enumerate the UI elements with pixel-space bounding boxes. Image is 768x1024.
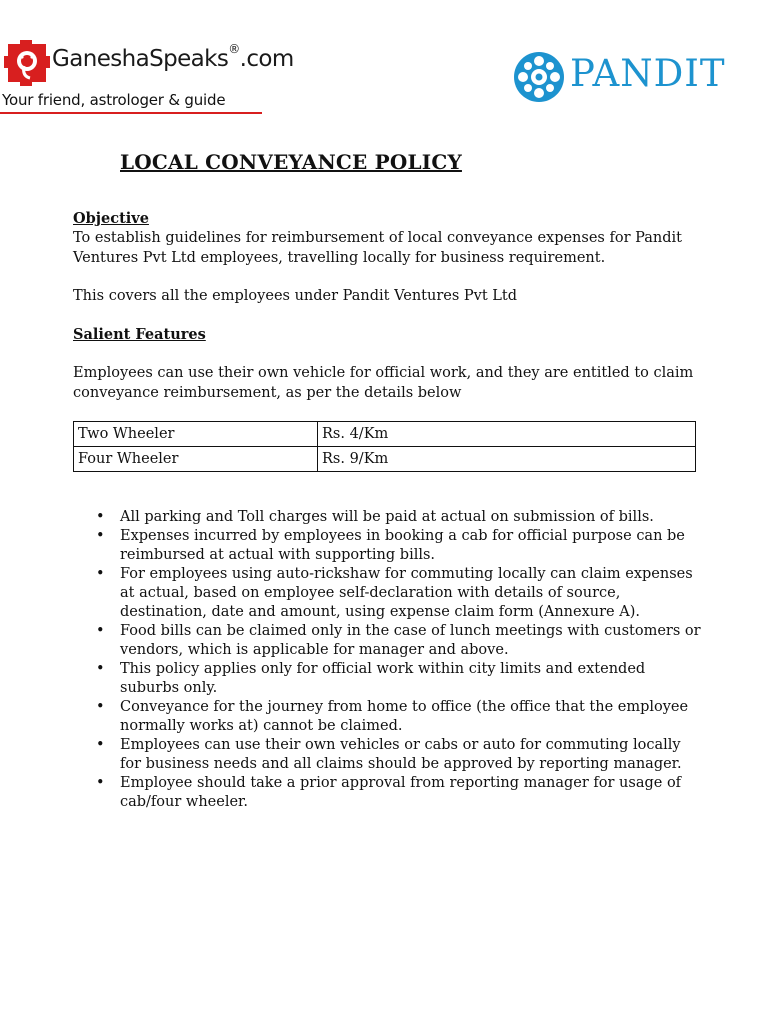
bullet-icon: • [96, 623, 105, 639]
features-heading: Salient Features [73, 326, 206, 343]
conveyance-rates-table [73, 421, 696, 472]
bullet-icon: • [96, 566, 105, 582]
bullet-icon: • [96, 775, 105, 791]
page-title: LOCAL CONVEYANCE POLICY [120, 150, 462, 174]
objective-heading: Objective [73, 210, 149, 227]
list-item: • Food bills can be claimed only in the case of lunch meetings with customers or vendors, which is applicable for manager and above. [96, 623, 701, 658]
list-item: • For employees using auto-rickshaw for commuting locally can claim expenses at actual, based on employee self-declaration with details of source, destination, date and amount, using expense claim form (Annexure A). [96, 566, 693, 620]
ganesha-mascot-icon [2, 38, 54, 90]
pandit-wordmark: PANDIT [570, 52, 726, 95]
bullet-icon: • [96, 661, 105, 677]
list-item: • Expenses incurred by employees in booking a cab for official purpose can be reimbursed at actual with supporting bills. [96, 528, 685, 563]
bullet-icon: • [96, 528, 105, 544]
pandit-emblem-icon [512, 50, 566, 104]
features-intro: Employees can use their own vehicle for official work, and they are entitled to claim conveyance reimbursement, as per the details below [73, 365, 694, 401]
ganeshaspeaks-tagline: Your friend, astrologer & guide [2, 91, 226, 109]
list-item: • Conveyance for the journey from home to office (the office that the employee normally works at) cannot be claimed. [96, 699, 689, 734]
tagline-underline [0, 112, 262, 114]
vehicle-cell: Two Wheeler [74, 422, 318, 447]
bullet-icon: • [96, 737, 105, 753]
bullet-icon: • [96, 699, 105, 715]
policy-bullet-list [73, 508, 703, 812]
rate-cell: Rs. 4/Km [318, 422, 696, 447]
vehicle-cell: Four Wheeler [74, 447, 318, 472]
ganeshaspeaks-logo [0, 34, 294, 116]
list-item: • Employees can use their own vehicles or cabs or auto for commuting locally for business needs and all claims should be approved by reporting manager. [96, 737, 682, 772]
table-row [74, 422, 696, 447]
list-item: • This policy applies only for official work within city limits and extended suburbs only. [96, 661, 646, 696]
coverage-text: This covers all the employees under Pandit Ventures Pvt Ltd [73, 288, 518, 304]
rate-cell: Rs. 9/Km [318, 447, 696, 472]
bullet-icon: • [96, 509, 105, 525]
list-item: • All parking and Toll charges will be paid at actual on submission of bills. [96, 509, 654, 525]
ganeshaspeaks-wordmark: GaneshaSpeaks®.com [52, 42, 294, 72]
table-row [74, 447, 696, 472]
list-item: • Employee should take a prior approval from reporting manager for usage of cab/four wheeler. [96, 775, 682, 810]
objective-text: To establish guidelines for reimbursement of local conveyance expenses for Pandit Ventures Pvt Ltd employees, travelling locally for business requirement. [73, 230, 682, 266]
pandit-logo [512, 48, 742, 106]
